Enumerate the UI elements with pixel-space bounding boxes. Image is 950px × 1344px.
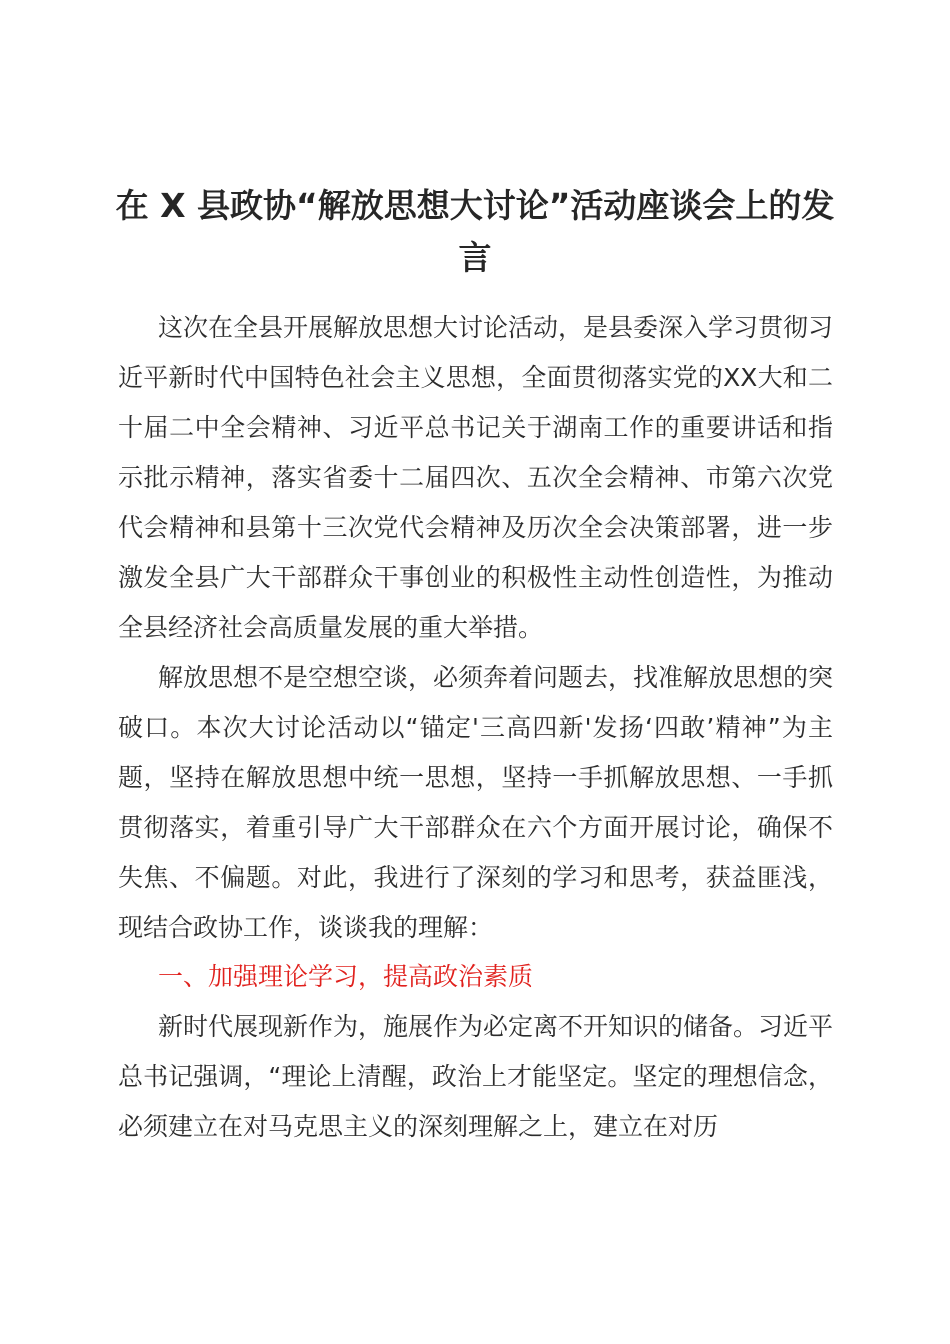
body-paragraph-1: 这次在全县开展解放思想大讨论活动，是县委深入学习贯彻习近平新时代中国特色社会主义思想，全面贯彻落实党的XX大和二十届二中全会精神、习近平总书记关于湖南工作的重要讲话和指示批示精神，落实省委十二届四次、五次全会精神、市第六次党代会精神和县第十三次党代会精神及历次全会决策部署，进一步激发全县广大干部群众干事创业的积极性主动性创造性，为推动全县经济社会高质量发展的重大举措。 <box>118 313 834 642</box>
body-paragraph-2: 解放思想不是空想空谈，必须奔着问题去，找准解放思想的突破口。本次大讨论活动以“锚定'三高四新'发扬‘四敢’精神”为主题，坚持在解放思想中统一思想，坚持一手抓解放思想、一手抓贯彻落实，着重引导广大干部群众在六个方面开展讨论，确保不失焦、不偏题。对此，我进行了深刻的学习和思考，获益匪浅，现结合政协工作，谈谈我的理解： <box>118 663 834 942</box>
section-heading-1: 一、加强理论学习，提高政治素质 <box>158 962 534 991</box>
document-title: 在 X 县政协“解放思想大讨论”活动座谈会上的发言 <box>115 186 835 277</box>
section-1-paragraph: 新时代展现新作为，施展作为必定离不开知识的储备。习近平总书记强调，“理论上清醒，政治上才能坚定。坚定的理想信念，必须建立在对马克思主义的深刻理解之上，建立在对历 <box>118 1012 834 1141</box>
